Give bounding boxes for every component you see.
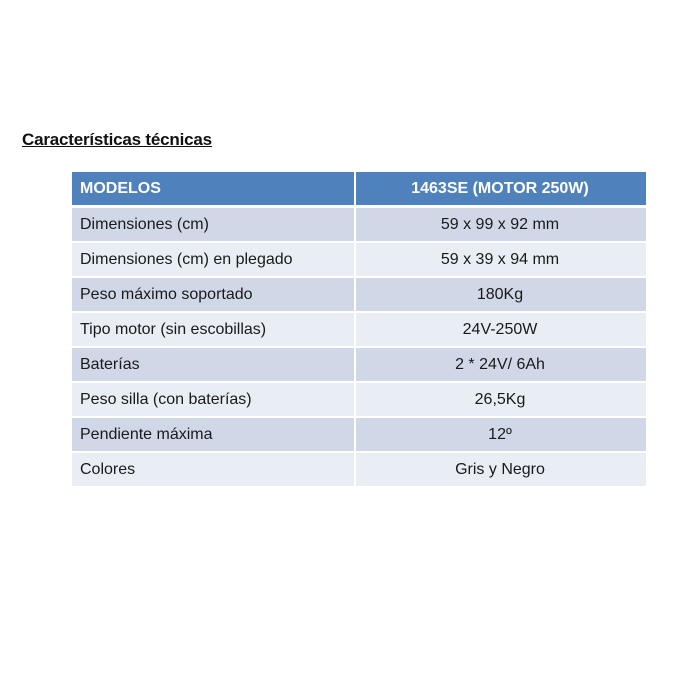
header-model-name: 1463SE (MOTOR 250W) bbox=[355, 172, 645, 207]
row-label: Peso silla (con baterías) bbox=[72, 382, 355, 417]
row-value: 2 * 24V/ 6Ah bbox=[355, 347, 645, 382]
table-row bbox=[72, 242, 645, 277]
row-label: Dimensiones (cm) en plegado bbox=[72, 242, 355, 277]
row-label: Tipo motor (sin escobillas) bbox=[72, 312, 355, 347]
table-row bbox=[72, 207, 645, 243]
row-value: 59 x 39 x 94 mm bbox=[355, 242, 645, 277]
row-value: 12º bbox=[355, 417, 645, 452]
table-row bbox=[72, 312, 645, 347]
section-title: Características técnicas bbox=[22, 130, 212, 149]
row-value: 24V-250W bbox=[355, 312, 645, 347]
table-header-row bbox=[72, 172, 645, 207]
row-label: Peso máximo soportado bbox=[72, 277, 355, 312]
table-row bbox=[72, 382, 645, 417]
table-row bbox=[72, 347, 645, 382]
table-row bbox=[72, 277, 645, 312]
table-row bbox=[72, 452, 645, 487]
row-value: 26,5Kg bbox=[355, 382, 645, 417]
header-models: MODELOS bbox=[72, 172, 355, 207]
row-value: 59 x 99 x 92 mm bbox=[355, 207, 645, 243]
row-value: 180Kg bbox=[355, 277, 645, 312]
row-value: Gris y Negro bbox=[355, 452, 645, 487]
table-row bbox=[72, 417, 645, 452]
row-label: Baterías bbox=[72, 347, 355, 382]
row-label: Pendiente máxima bbox=[72, 417, 355, 452]
row-label: Dimensiones (cm) bbox=[72, 207, 355, 243]
specs-table bbox=[72, 172, 646, 488]
row-label: Colores bbox=[72, 452, 355, 487]
